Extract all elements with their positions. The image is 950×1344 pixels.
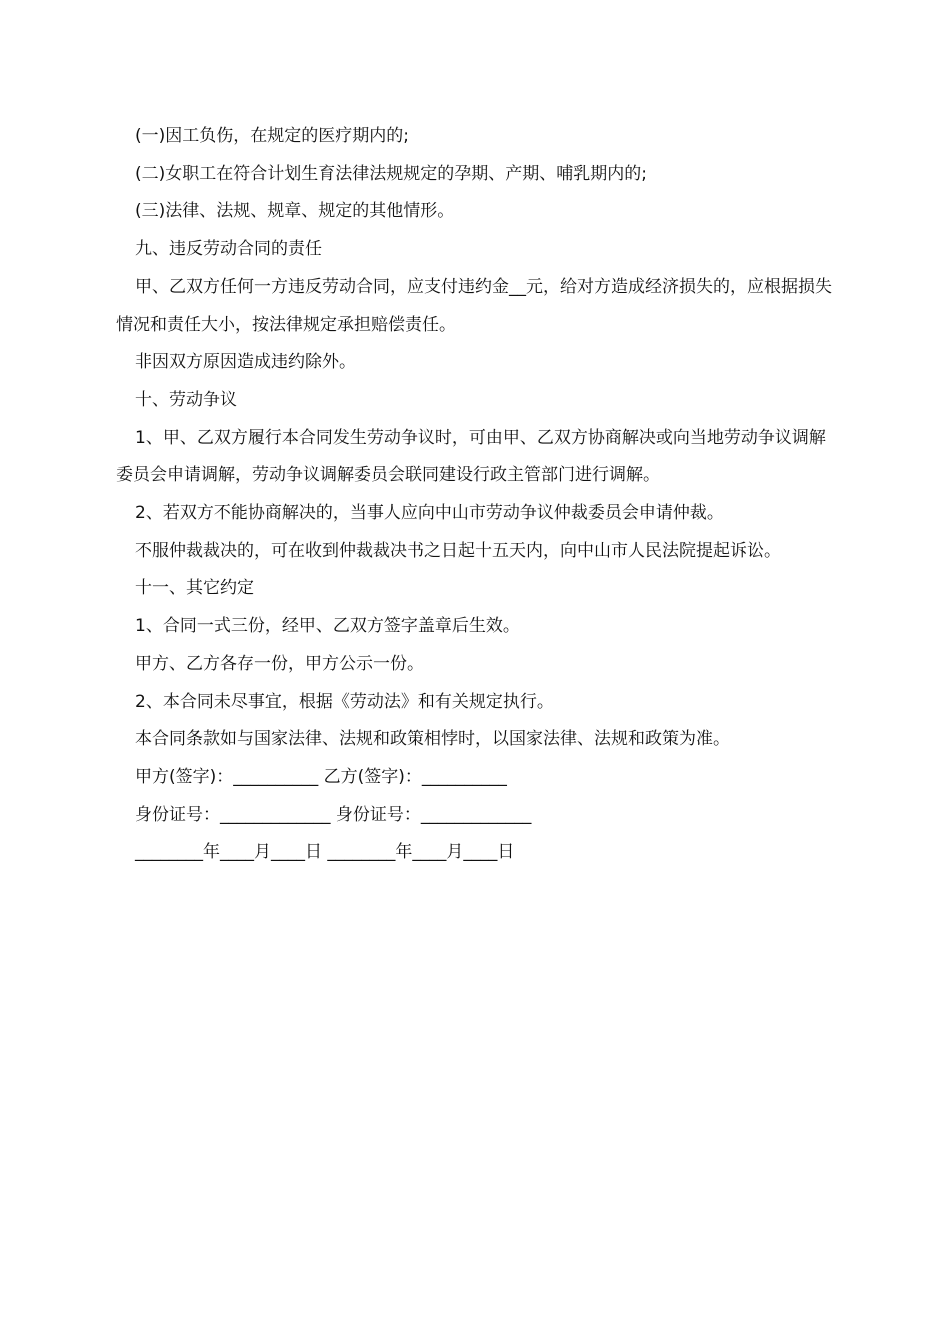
clause-item-2: (二)女职工在符合计划生育法律法规规定的孕期、产期、哺乳期内的; [135,163,647,184]
section-heading-11: 十一、其它约定 [135,578,254,599]
clause-item-3: (三)法律、法规、规章、规定的其他情形。 [135,201,455,222]
clause-item-1: (一)因工负伤，在规定的医疗期内的; [135,126,409,146]
dispute-appeal-text: 不服仲裁裁决的，可在收到仲裁裁决书之日起十五天内，向中山市人民法院提起诉讼。 [135,540,781,561]
dispute-clause-2: 2、若双方不能协商解决的，当事人应向中山市劳动争议仲裁委员会申请仲裁。 [135,503,724,524]
id-number-line: 身份证号：_____________ 身份证号：_____________ [135,804,532,825]
other-clause-1: 1、合同一式三份，经甲、乙双方签字盖章后生效。 [135,616,520,637]
signature-line: 甲方(签字)：__________ 乙方(签字)：__________ [135,766,507,787]
document-body [116,118,840,872]
date-line: ________年____月____日 ________年____月____日 [135,842,515,863]
section-heading-9: 九、违反劳动合同的责任 [135,239,322,260]
section-heading-10: 十、劳动争议 [135,389,237,410]
other-clause-precedence: 本合同条款如与国家法律、法规和政策相悖时，以国家法律、法规和政策为准。 [135,729,730,750]
other-clause-2: 2、本合同未尽事宜，根据《劳动法》和有关规定执行。 [135,691,554,712]
dispute-clause-1: 1、甲、乙双方履行本合同发生劳动争议时，可由甲、乙双方协商解决或向当地劳动争议调解委员会申请调解，劳动争议调解委员会联同建设行政主管部门进行调解。 [116,427,826,486]
breach-liability-text: 甲、乙双方任何一方违反劳动合同，应支付违约金__元，给对方造成经济损失的，应根据损失情况和责任大小，按法律规定承担赔偿责任。 [116,276,832,335]
breach-exception-text: 非因双方原因造成违约除外。 [135,352,356,373]
other-clause-copies: 甲方、乙方各存一份，甲方公示一份。 [135,653,424,674]
